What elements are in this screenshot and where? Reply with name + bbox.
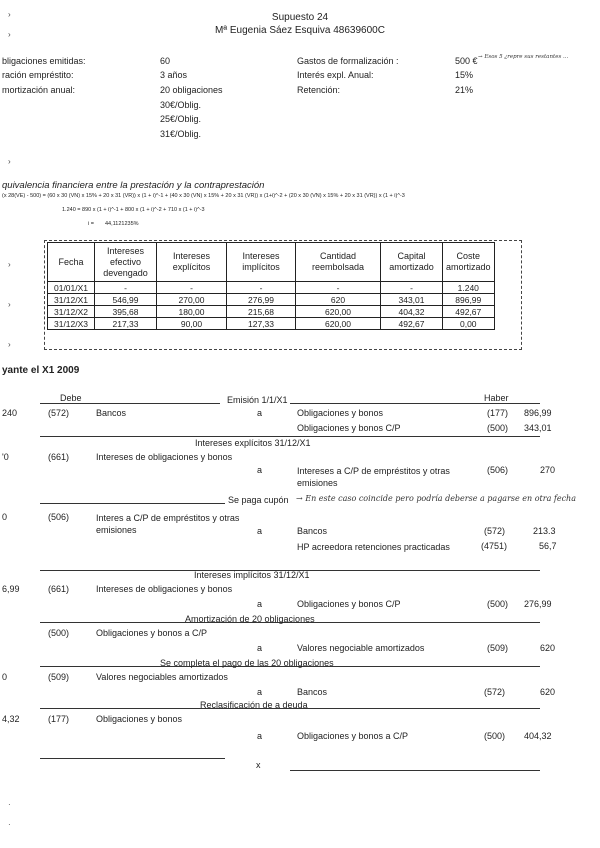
table-cell: 180,00 <box>157 306 227 318</box>
credit-amount: 213.3 <box>533 526 556 536</box>
credit-account: (177) <box>487 408 509 418</box>
param-value: 30€/Oblig. <box>160 100 202 110</box>
param-value: 20 obligaciones <box>160 85 223 95</box>
table-cell: 343,01 <box>381 294 443 306</box>
entry-title: Se paga cupón <box>228 495 289 505</box>
credit-name: Obligaciones y bonos C/P <box>297 423 401 433</box>
table-cell: 620 <box>296 294 381 306</box>
credit-name: Obligaciones y bonos a C/P <box>297 731 409 741</box>
param-value: 25€/Oblig. <box>160 114 202 124</box>
table-cell: 620,00 <box>296 306 381 318</box>
debit-amount: '0 <box>2 452 9 462</box>
credit-account: (500) <box>487 599 509 609</box>
page-subtitle: Mª Eugenia Sáez Esquiva 48639600C <box>215 25 385 36</box>
table-row <box>48 318 495 330</box>
credit-account: (500) <box>487 423 509 433</box>
column-header: Cantidad reembolsada <box>296 243 381 282</box>
credit-name: Obligaciones y bonos C/P <box>297 599 401 609</box>
a-marker: a <box>257 687 263 697</box>
param-label: bligaciones emitidas: <box>2 56 86 66</box>
debit-name: Valores negociables amortizados <box>96 672 228 682</box>
debit-account: (572) <box>48 408 70 418</box>
debit-account: (506) <box>48 512 70 522</box>
margin-mark: › <box>8 30 11 39</box>
table-cell: - <box>157 282 227 294</box>
divider <box>290 403 540 404</box>
column-header: Intereses efectivo devengado <box>95 243 157 282</box>
a-marker: a <box>257 731 263 741</box>
debit-name: Intereses de obligaciones y bonos <box>96 584 233 594</box>
credit-name: Bancos <box>297 687 328 697</box>
table-cell: 127,33 <box>227 318 296 330</box>
debit-amount: 240 <box>2 408 18 418</box>
journal-heading: yante el X1 2009 <box>2 365 80 376</box>
credit-name: Bancos <box>297 526 328 536</box>
credit-name: Obligaciones y bonos <box>297 408 384 418</box>
table-cell: - <box>381 282 443 294</box>
param-label: Retención: <box>297 85 341 95</box>
credit-account: (509) <box>487 643 509 653</box>
table-row <box>48 306 495 318</box>
param-value: 60 <box>160 56 171 66</box>
table-cell: - <box>296 282 381 294</box>
table-cell: 620,00 <box>296 318 381 330</box>
margin-mark: › <box>8 300 11 309</box>
table-cell: - <box>95 282 157 294</box>
table-cell: 492,67 <box>381 318 443 330</box>
table-cell: 215,68 <box>227 306 296 318</box>
entry-title: Se completa el pago de las 20 obligaciones <box>160 658 334 668</box>
param-value: 500 € <box>455 56 478 66</box>
equivalence-formula: (x 28(VE) - 500) = (60 x 30 (VN) x 15% + 20 x 31 (VR)) x (1 + i)^-1 + (40 x 30 (VN) x 15% + 20 x 31 (VR)) x (1+i)^-2 + (20 x 30 (VN) x 15% + 20 x 31 (VR)) x (1 + i)^-3 <box>2 193 405 199</box>
param-label: ración empréstito: <box>2 70 74 80</box>
result-value: 44,1121235% <box>105 221 139 227</box>
table-cell: - <box>227 282 296 294</box>
a-marker: a <box>257 526 263 536</box>
table-cell: 492,67 <box>443 306 495 318</box>
entry-title: Emisión 1/1/X1 <box>227 395 288 405</box>
margin-mark: · <box>8 820 11 829</box>
divider <box>40 436 540 437</box>
margin-mark: › <box>8 340 11 349</box>
credit-amount: 620 <box>540 687 556 697</box>
debit-name: Obligaciones y bonos a C/P <box>96 628 208 638</box>
table-cell: 270,00 <box>157 294 227 306</box>
param-label: mortización anual: <box>2 85 76 95</box>
table-cell: 404,32 <box>381 306 443 318</box>
table-cell: 896,99 <box>443 294 495 306</box>
a-marker: a <box>257 599 263 609</box>
table-cell: 31/12/X3 <box>48 318 95 330</box>
table-cell: 217,33 <box>95 318 157 330</box>
debit-name: Obligaciones y bonos <box>96 714 183 724</box>
divider <box>290 770 540 771</box>
handwritten-note: → Esos 5 ¿repre sus restantes ... <box>478 54 569 60</box>
column-header: Coste amortizado <box>443 243 495 282</box>
margin-mark: › <box>8 157 11 166</box>
table-cell: 31/12/X1 <box>48 294 95 306</box>
credit-account: (4751) <box>481 541 508 551</box>
column-header: Intereses implícitos <box>227 243 296 282</box>
credit-name: Valores negociable amortizados <box>297 643 425 653</box>
margin-mark: › <box>8 260 11 269</box>
table-cell: 90,00 <box>157 318 227 330</box>
credit-account: (500) <box>484 731 506 741</box>
column-header: Fecha <box>48 243 95 282</box>
credit-account: (506) <box>487 465 509 475</box>
table-cell: 01/01/X1 <box>48 282 95 294</box>
result-label: i = <box>88 221 94 227</box>
entry-title: Reclasificación de a deuda <box>200 700 308 710</box>
a-marker: a <box>257 465 263 475</box>
debit-amount: 0 <box>2 512 8 522</box>
a-marker: a <box>257 643 263 653</box>
param-value: 21% <box>455 85 474 95</box>
a-marker: a <box>257 408 263 418</box>
entry-title: Intereses implícitos 31/12/X1 <box>194 570 310 580</box>
margin-mark: · <box>8 800 11 809</box>
credit-name: Intereses a C/P de empréstitos y otras emisiones <box>297 466 450 488</box>
debit-account: (500) <box>48 628 70 638</box>
debit-account: (661) <box>48 584 70 594</box>
table-cell: 1.240 <box>443 282 495 294</box>
haber-label: Haber <box>484 393 509 403</box>
debit-amount: 0 <box>2 672 8 682</box>
param-label: Interés expl. Anual: <box>297 70 374 80</box>
param-value: 3 años <box>160 70 188 80</box>
credit-amount: 343,01 <box>524 423 552 433</box>
debit-amount: 4,32 <box>2 714 20 724</box>
param-value: 31€/Oblig. <box>160 129 202 139</box>
table-header-row <box>48 243 495 282</box>
divider <box>40 403 220 404</box>
credit-amount: 896,99 <box>524 408 552 418</box>
divider <box>40 503 225 504</box>
debit-account: (177) <box>48 714 70 724</box>
credit-amount: 270 <box>540 465 556 475</box>
param-label: Gastos de formalización : <box>297 56 399 66</box>
table-cell: 276,99 <box>227 294 296 306</box>
credit-amount: 404,32 <box>524 731 552 741</box>
page-title: Supuesto 24 <box>271 12 329 23</box>
amortization-table <box>47 242 495 330</box>
x-marker: x <box>256 760 261 770</box>
debit-account: (509) <box>48 672 70 682</box>
column-header: Capital amortizado <box>381 243 443 282</box>
equivalence-heading: quivalencia financiera entre la prestación y la contraprestación <box>2 180 265 191</box>
table-row <box>48 282 495 294</box>
debit-name: Intereses de obligaciones y bonos <box>96 452 233 462</box>
column-header: Intereses explícitos <box>157 243 227 282</box>
table-cell: 0,00 <box>443 318 495 330</box>
debe-label: Debe <box>60 393 82 403</box>
divider <box>40 758 225 759</box>
handwritten-note: → En este caso coincide pero podría deberse a pagarse en otra fecha <box>296 494 576 503</box>
debit-account: (661) <box>48 452 70 462</box>
table-cell: 395,68 <box>95 306 157 318</box>
entry-title: Intereses explícitos 31/12/X1 <box>195 438 311 448</box>
debit-amount: 6,99 <box>2 584 20 594</box>
equivalence-formula-2: 1.240 = 890 x (1 + i)^-1 + 800 x (1 + i)^-2 + 710 x (1 + i)^-3 <box>62 207 205 213</box>
credit-account: (572) <box>484 687 506 697</box>
param-value: 15% <box>455 70 474 80</box>
debit-name: Interes a C/P de empréstitos y otras emisiones <box>96 513 240 535</box>
table-row <box>48 294 495 306</box>
credit-amount: 620 <box>540 643 556 653</box>
entry-title: Amortización de 20 obligaciones <box>185 614 315 624</box>
credit-amount: 56,7 <box>539 541 557 551</box>
debit-name: Bancos <box>96 408 127 418</box>
margin-mark: › <box>8 10 11 19</box>
table-cell: 31/12/X2 <box>48 306 95 318</box>
credit-account: (572) <box>484 526 506 536</box>
credit-amount: 276,99 <box>524 599 552 609</box>
credit-name: HP acreedora retenciones practicadas <box>297 542 450 552</box>
table-cell: 546,99 <box>95 294 157 306</box>
